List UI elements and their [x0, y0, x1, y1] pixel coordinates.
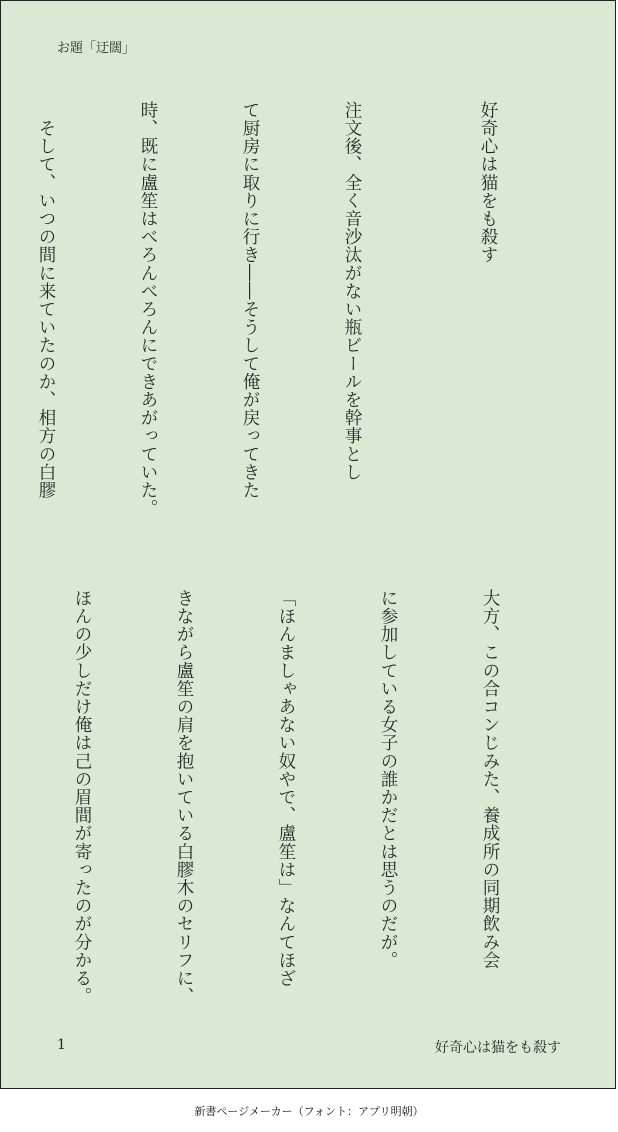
lower-text-block — [0, 589, 575, 1006]
generator-caption: 新書ページメーカー（フォント：アプリ明朝） — [194, 1105, 424, 1118]
upper-text-block — [0, 101, 573, 521]
text-line: 時、既に盧笙はべろんべろんにできあがっていた。 — [138, 101, 158, 518]
text-line: ほんの少しだけ俺は己の眉間が寄ったのが分かる。 — [72, 589, 92, 1006]
prompt-label: お題「迂闊」 — [57, 41, 136, 56]
text-line: きながら盧笙の肩を抱いている白膠木のセリフに、 — [174, 589, 194, 1006]
text-line: 大方、この合コンじみた、養成所の同期飲み会 — [480, 589, 500, 970]
text-line: そして、いつの間に来ていたのか、相方の白膠 — [36, 101, 56, 500]
running-title: 好奇心は猫をも殺す — [435, 1040, 561, 1056]
story-title: 好奇心は猫をも殺す — [478, 101, 498, 264]
text-line: 注文後、全く音沙汰がない瓶ビールを幹事とし — [342, 101, 362, 482]
text-line: て厨房に取りに行き――そうして俺が戻ってきた — [240, 101, 260, 500]
text-line: に参加している女子の誰かだとは思うのだが。 — [378, 589, 398, 970]
text-line: 「ほんましゃあない奴やで、盧笙は」なんてほざ — [276, 589, 296, 988]
page-number: 1 — [57, 1037, 66, 1053]
